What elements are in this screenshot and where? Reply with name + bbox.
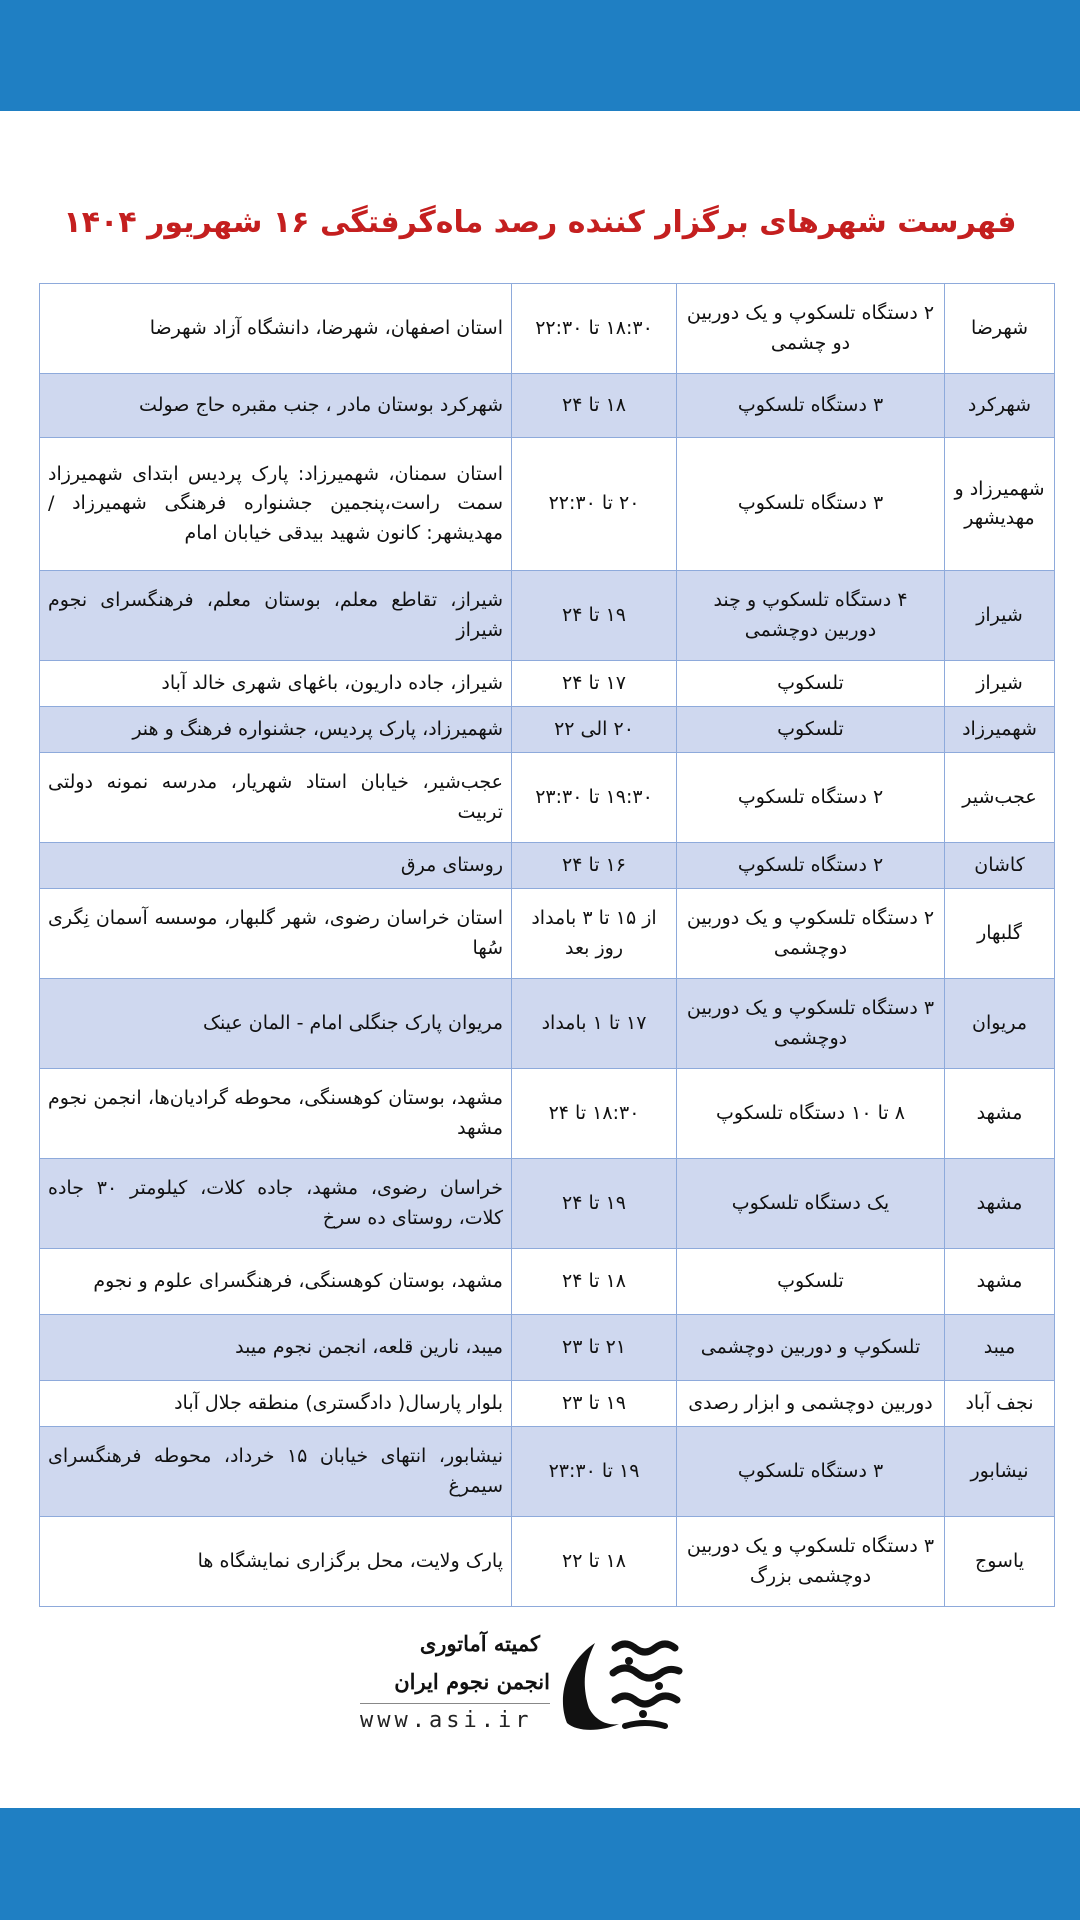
location-cell: شهرکرد بوستان مادر ، جنب مقبره حاج صولت [40,374,512,438]
table-row [40,571,1055,661]
equipment-cell: ۳ دستگاه تلسکوپ و یک دوربین دوچشمی [677,979,945,1069]
time-cell: ۱۸ تا ۲۴ [512,1249,677,1315]
equipment-cell: تلسکوپ [677,1249,945,1315]
location-cell: خراسان رضوی، مشهد، جاده کلات، کیلومتر ۳۰ جاده کلات، روستای ده سرخ [40,1159,512,1249]
location-cell: شیراز، جاده داریون، باغهای شهری خالد آباد [40,661,512,707]
city-cell: شهرضا [945,284,1055,374]
city-cell: شهمیرزاد [945,707,1055,753]
time-cell: ۱۹ تا ۲۳:۳۰ [512,1427,677,1517]
location-cell: استان اصفهان، شهرضا، دانشگاه آزاد شهرضا [40,284,512,374]
time-cell: ۲۰ الی ۲۲ [512,707,677,753]
events-table [39,283,1055,1607]
location-cell: استان خراسان رضوی، شهر گلبهار، موسسه آسمان نِگری سُها [40,889,512,979]
table-row [40,374,1055,438]
table-row [40,284,1055,374]
table-row [40,1069,1055,1159]
city-cell: یاسوج [945,1517,1055,1607]
table-row [40,753,1055,843]
location-cell: شیراز، تقاطع معلم، بوستان معلم، فرهنگسرای نجوم شیراز [40,571,512,661]
equipment-cell: ۲ دستگاه تلسکوپ و یک دوربین دوچشمی [677,889,945,979]
city-cell: شیراز [945,661,1055,707]
table-row [40,661,1055,707]
equipment-cell: ۸ تا ۱۰ دستگاه تلسکوپ [677,1069,945,1159]
equipment-cell: ۳ دستگاه تلسکوپ و یک دوربین دوچشمی بزرگ [677,1517,945,1607]
city-cell: مشهد [945,1069,1055,1159]
city-cell: نجف آباد [945,1381,1055,1427]
time-cell: ۲۱ تا ۲۳ [512,1315,677,1381]
table-row [40,843,1055,889]
time-cell: ۱۹ تا ۲۴ [512,1159,677,1249]
time-cell: ۱۷ تا ۲۴ [512,661,677,707]
equipment-cell: دوربین دوچشمی و ابزار رصدی [677,1381,945,1427]
city-cell: عجب‌شیر [945,753,1055,843]
location-cell: مریوان پارک جنگلی امام - المان عینک [40,979,512,1069]
equipment-cell: ۲ دستگاه تلسکوپ و یک دوربین دو چشمی [677,284,945,374]
city-cell: مریوان [945,979,1055,1069]
location-cell: شهمیرزاد، پارک پردیس، جشنواره فرهنگ و هنر [40,707,512,753]
table-row [40,1315,1055,1381]
equipment-cell: تلسکوپ و دوربین دوچشمی [677,1315,945,1381]
time-cell: ۱۹ تا ۲۳ [512,1381,677,1427]
location-cell: بلوار پارسال( دادگستری) منطقه جلال آباد [40,1381,512,1427]
time-cell: ۱۸ تا ۲۲ [512,1517,677,1607]
city-cell: مشهد [945,1249,1055,1315]
footer-text [360,1625,550,1738]
table-row [40,438,1055,571]
time-cell: ۲۰ تا ۲۲:۳۰ [512,438,677,571]
time-cell: ۱۷ تا ۱ بامداد [512,979,677,1069]
city-cell: شیراز [945,571,1055,661]
location-cell: نیشابور، انتهای خیابان ۱۵ خرداد، محوطه فرهنگسرای سیمرغ [40,1427,512,1517]
location-cell: عجب‌شیر، خیابان استاد شهریار، مدرسه نمونه دولتی تربیت [40,753,512,843]
table-row [40,1381,1055,1427]
location-cell: میبد، نارین قلعه، انجمن نجوم میبد [40,1315,512,1381]
equipment-cell: تلسکوپ [677,661,945,707]
equipment-cell: ۳ دستگاه تلسکوپ [677,438,945,571]
events-table-body [40,284,1055,1607]
table-row [40,707,1055,753]
time-cell: ۱۹:۳۰ تا ۲۳:۳۰ [512,753,677,843]
city-cell: میبد [945,1315,1055,1381]
city-cell: گلبهار [945,889,1055,979]
equipment-cell: یک دستگاه تلسکوپ [677,1159,945,1249]
time-cell: ۱۸:۳۰ تا ۲۲:۳۰ [512,284,677,374]
footer-committee-name: کمیته آماتوری [419,1631,540,1656]
table-row [40,1427,1055,1517]
time-cell: از ۱۵ تا ۳ بامداد روز بعد [512,889,677,979]
location-cell: پارک ولایت، محل برگزاری نمایشگاه ها [40,1517,512,1607]
location-cell: مشهد، بوستان کوهسنگی، محوطه گرادیان‌ها، انجمن نجوم مشهد [40,1069,512,1159]
city-cell: شهمیرزاد و مهدیشهر [945,438,1055,571]
society-logo [555,1628,715,1738]
table-row [40,1249,1055,1315]
location-cell: استان سمنان، شهمیرزاد: پارک پردیس ابتدای شهمیرزاد سمت راست،پنجمین جشنواره فرهنگی شهمیرزاد / مهدیشهر: کانون شهید بیدقی خیابان امام [40,438,512,571]
table-row [40,979,1055,1069]
page-title: فهرست شهرهای برگزار کننده رصد ماه‌گرفتگی ۱۶ شهریور ۱۴۰۴ [63,205,1017,240]
equipment-cell: ۴ دستگاه تلسکوپ و چند دوربین دوچشمی [677,571,945,661]
footer-society-name: انجمن نجوم ایران [394,1669,550,1694]
city-cell: نیشابور [945,1427,1055,1517]
time-cell: ۱۸ تا ۲۴ [512,374,677,438]
city-cell: شهرکرد [945,374,1055,438]
time-cell: ۱۸:۳۰ تا ۲۴ [512,1069,677,1159]
city-cell: کاشان [945,843,1055,889]
equipment-cell: تلسکوپ [677,707,945,753]
equipment-cell: ۲ دستگاه تلسکوپ [677,753,945,843]
footer-website: www.asi.ir [360,1703,550,1738]
time-cell: ۱۹ تا ۲۴ [512,571,677,661]
table-row [40,1517,1055,1607]
equipment-cell: ۳ دستگاه تلسکوپ [677,1427,945,1517]
time-cell: ۱۶ تا ۲۴ [512,843,677,889]
top-banner [0,0,1080,111]
location-cell: مشهد، بوستان کوهسنگی، فرهنگسرای علوم و نجوم [40,1249,512,1315]
equipment-cell: ۲ دستگاه تلسکوپ [677,843,945,889]
location-cell: روستای مرق [40,843,512,889]
bottom-banner [0,1808,1080,1920]
city-cell: مشهد [945,1159,1055,1249]
equipment-cell: ۳ دستگاه تلسکوپ [677,374,945,438]
table-row [40,889,1055,979]
table-row [40,1159,1055,1249]
